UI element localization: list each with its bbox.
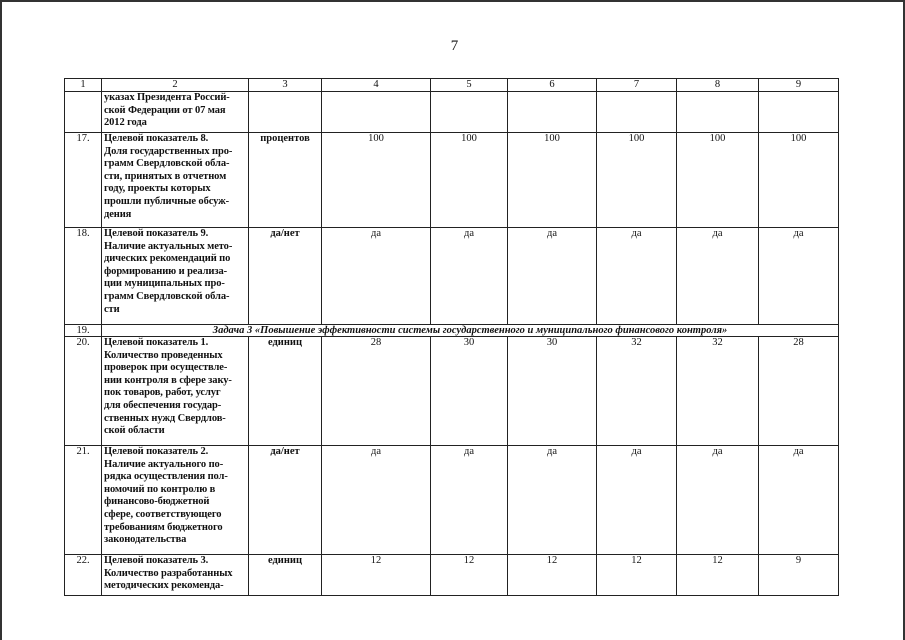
description-line: нии контроля в сфере заку- xyxy=(104,374,232,386)
value-cell: да xyxy=(759,446,839,555)
description-line: финансово-бюджетной xyxy=(104,496,210,508)
description-line: номочий по контролю в xyxy=(104,483,216,495)
value-cell: да xyxy=(597,446,677,555)
description-line: пок товаров, работ, услуг xyxy=(104,387,221,399)
description-line: дических рекомендаций по xyxy=(104,253,231,265)
indicator-description xyxy=(102,228,249,325)
row-number: 20. xyxy=(65,337,102,446)
header-cell: 4 xyxy=(322,79,431,92)
value-cell: 100 xyxy=(677,133,759,228)
description-line: сти xyxy=(104,303,120,315)
header-cell: 1 xyxy=(65,79,102,92)
table-row xyxy=(65,446,839,555)
description-line: формированию и реализа- xyxy=(104,265,228,277)
description-line: рядка осуществления пол- xyxy=(104,471,228,483)
table-row xyxy=(65,337,839,446)
table-row xyxy=(65,92,839,133)
description-line: ции муниципальных про- xyxy=(104,278,225,290)
description-line: году, проекты которых xyxy=(104,183,211,195)
value-cell xyxy=(677,92,759,133)
row-number: 18. xyxy=(65,228,102,325)
value-cell: 9 xyxy=(759,555,839,596)
unit-cell: процентов xyxy=(249,133,322,228)
value-cell: 12 xyxy=(322,555,431,596)
value-cell: да xyxy=(677,228,759,325)
description-line: проверок при осуществле- xyxy=(104,362,228,374)
table-row xyxy=(65,555,839,596)
table-row xyxy=(65,228,839,325)
description-line: прошли публичные обсуж- xyxy=(104,195,230,207)
value-cell: 12 xyxy=(597,555,677,596)
value-cell xyxy=(508,92,597,133)
header-cell: 6 xyxy=(508,79,597,92)
indicator-description xyxy=(102,446,249,555)
description-line: ской Федерации от 07 мая xyxy=(104,104,226,116)
header-cell: 5 xyxy=(431,79,508,92)
value-cell: 12 xyxy=(431,555,508,596)
description-line: Целевой показатель 1. xyxy=(104,337,209,348)
value-cell: 32 xyxy=(597,337,677,446)
indicator-description xyxy=(102,92,249,133)
table-row xyxy=(65,133,839,228)
page-number: 7 xyxy=(450,38,459,54)
header-row xyxy=(65,79,839,92)
row-number: 19. xyxy=(65,325,102,337)
description-line: методических рекоменда- xyxy=(104,580,224,592)
unit-cell: единиц xyxy=(249,337,322,446)
description-line: указах Президента Россий- xyxy=(104,92,230,103)
description-line: Целевой показатель 3. xyxy=(104,555,209,566)
value-cell: 100 xyxy=(759,133,839,228)
description-line: для обеспечения государ- xyxy=(104,399,222,411)
header-cell: 8 xyxy=(677,79,759,92)
description-line: дения xyxy=(104,208,132,220)
unit-cell: да/нет xyxy=(249,228,322,325)
header-cell: 9 xyxy=(759,79,839,92)
row-number: 21. xyxy=(65,446,102,555)
description-line: законодательства xyxy=(104,534,187,546)
description-line: Целевой показатель 8. xyxy=(104,133,209,144)
value-cell: 100 xyxy=(508,133,597,228)
value-cell: да xyxy=(431,228,508,325)
value-cell: 32 xyxy=(677,337,759,446)
description-line: 2012 года xyxy=(104,117,147,129)
indicator-description xyxy=(102,555,249,596)
value-cell: да xyxy=(597,228,677,325)
row-number: 17. xyxy=(65,133,102,228)
value-cell: 100 xyxy=(431,133,508,228)
value-cell: да xyxy=(431,446,508,555)
value-cell xyxy=(759,92,839,133)
indicators-table xyxy=(64,78,839,596)
task-row xyxy=(65,325,839,337)
header-cell: 3 xyxy=(249,79,322,92)
description-line: грамм Свердловской обла- xyxy=(104,158,230,170)
description-line: ской области xyxy=(104,425,165,437)
value-cell: да xyxy=(508,228,597,325)
row-number xyxy=(65,92,102,133)
description-line: Целевой показатель 2. xyxy=(104,446,209,457)
header-cell: 7 xyxy=(597,79,677,92)
value-cell: 28 xyxy=(322,337,431,446)
value-cell: да xyxy=(508,446,597,555)
value-cell: да xyxy=(322,228,431,325)
value-cell xyxy=(431,92,508,133)
description-line: Наличие актуального по- xyxy=(104,458,224,470)
value-cell: да xyxy=(759,228,839,325)
value-cell: 30 xyxy=(431,337,508,446)
description-line: ственных нужд Свердлов- xyxy=(104,412,226,424)
value-cell: 30 xyxy=(508,337,597,446)
unit-cell: да/нет xyxy=(249,446,322,555)
unit-cell: единиц xyxy=(249,555,322,596)
row-number: 22. xyxy=(65,555,102,596)
value-cell: 28 xyxy=(759,337,839,446)
value-cell: 12 xyxy=(508,555,597,596)
description-line: Целевой показатель 9. xyxy=(104,228,209,239)
description-line: Количество проведенных xyxy=(104,349,223,361)
description-line: Количество разработанных xyxy=(104,567,233,579)
task-title: Задача 3 «Повышение эффективности системы государственного и муниципального финансового контроля» xyxy=(102,325,839,337)
value-cell: 100 xyxy=(322,133,431,228)
indicator-description xyxy=(102,337,249,446)
description-line: грамм Свердловской обла- xyxy=(104,290,230,302)
value-cell xyxy=(597,92,677,133)
description-line: Доля государственных про- xyxy=(104,145,233,157)
value-cell xyxy=(322,92,431,133)
value-cell: да xyxy=(322,446,431,555)
description-line: сти, принятых в отчетном xyxy=(104,170,227,182)
description-line: сфере, соответствующего xyxy=(104,508,222,520)
value-cell: да xyxy=(677,446,759,555)
unit-cell xyxy=(249,92,322,133)
value-cell: 12 xyxy=(677,555,759,596)
description-line: Наличие актуальных мето- xyxy=(104,240,233,252)
value-cell: 100 xyxy=(597,133,677,228)
indicator-description xyxy=(102,133,249,228)
header-cell: 2 xyxy=(102,79,249,92)
description-line: требованиям бюджетного xyxy=(104,521,223,533)
